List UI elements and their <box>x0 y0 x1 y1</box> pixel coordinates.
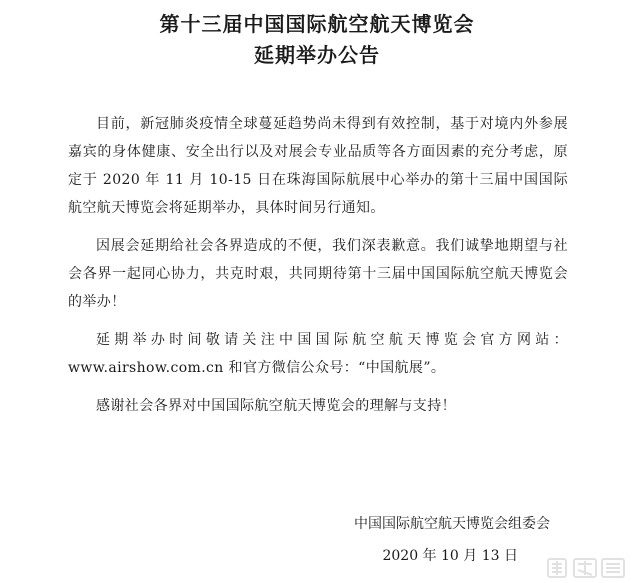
signature-organization: 中国国际航空航天博览会组委会 <box>354 516 550 532</box>
watermark-logo-icon <box>544 555 628 581</box>
signature-date: 2020 年 10 月 13 日 <box>382 548 518 564</box>
paragraph-3: 延期举办时间敬请关注中国国际航空航天博览会官方网站：www.airshow.com.cn 和官方微信公众号：“中国航展”。 <box>68 332 568 376</box>
title-line-2: 延期举办公告 <box>254 43 380 67</box>
announcement-body <box>68 110 568 420</box>
paragraph-2: 因展会延期给社会各界造成的不便，我们深表歉意。我们诚挚地期望与社会各界一起同心协力，共克时艰，共同期待第十三届中国国际航空航天博览会的举办！ <box>68 238 568 310</box>
title-line-1: 第十三届中国国际航空航天博览会 <box>159 12 475 36</box>
paragraph-1: 目前，新冠肺炎疫情全球蔓延趋势尚未得到有效控制，基于对境内外参展嘉宾的身体健康、安全出行以及对展会专业品质等各方面因素的充分考虑，原定于 2020 年 11 月 10-15 日在珠海国际航展中心举办的第十三届中国国际航空航天博览会将延期举办，具体时间另行通知。 <box>68 116 568 216</box>
paragraph-4: 感谢社会各界对中国国际航空航天博览会的理解与支持！ <box>96 398 456 414</box>
